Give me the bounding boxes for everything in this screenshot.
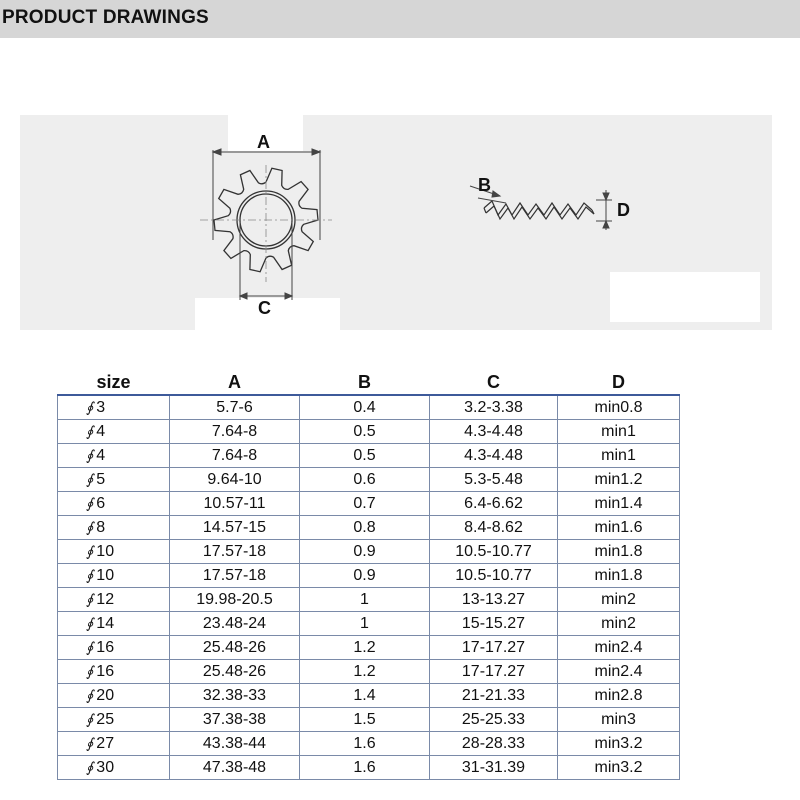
cell-b: 0.9 (300, 540, 430, 564)
cell-d: min1.2 (558, 468, 680, 492)
table-row (58, 468, 680, 492)
cell-c: 17-17.27 (430, 660, 558, 684)
cell-d: min2 (558, 612, 680, 636)
cell-size (58, 468, 170, 492)
cell-size (58, 636, 170, 660)
table-header-row (58, 366, 680, 395)
spec-table-body (58, 395, 680, 780)
cell-d: min2.4 (558, 636, 680, 660)
table-row (58, 660, 680, 684)
diameter-symbol: ∮ (86, 591, 94, 608)
diameter-symbol: ∮ (86, 687, 94, 704)
cell-d: min3.2 (558, 756, 680, 780)
cell-size (58, 756, 170, 780)
cell-size (58, 395, 170, 420)
cell-a: 9.64-10 (170, 468, 300, 492)
size-value: 16 (96, 662, 115, 680)
label-c: C (258, 298, 271, 318)
page-title: PRODUCT DRAWINGS (2, 7, 209, 28)
col-header-size: size (96, 372, 131, 392)
cell-c: 4.3-4.48 (430, 444, 558, 468)
diameter-symbol: ∮ (86, 399, 94, 416)
cell-a: 43.38-44 (170, 732, 300, 756)
cell-b: 0.5 (300, 420, 430, 444)
cell-c: 10.5-10.77 (430, 540, 558, 564)
cell-size (58, 444, 170, 468)
cell-b: 0.9 (300, 564, 430, 588)
cell-size (58, 684, 170, 708)
cell-b: 1 (300, 612, 430, 636)
cell-b: 1.6 (300, 756, 430, 780)
cell-b: 0.6 (300, 468, 430, 492)
cell-size (58, 732, 170, 756)
cell-d: min1 (558, 420, 680, 444)
cell-size (58, 516, 170, 540)
cell-c: 15-15.27 (430, 612, 558, 636)
cell-c: 3.2-3.38 (430, 395, 558, 420)
size-value: 4 (96, 422, 106, 440)
table-row (58, 636, 680, 660)
diameter-symbol: ∮ (86, 471, 94, 488)
cell-d: min1.4 (558, 492, 680, 516)
cell-c: 28-28.33 (430, 732, 558, 756)
cell-d: min1 (558, 444, 680, 468)
cell-a: 14.57-15 (170, 516, 300, 540)
cell-a: 25.48-26 (170, 660, 300, 684)
diameter-symbol: ∮ (86, 759, 94, 776)
diameter-symbol: ∮ (86, 543, 94, 560)
col-header-a: A (228, 372, 241, 392)
diameter-symbol: ∮ (86, 495, 94, 512)
diameter-symbol: ∮ (86, 567, 94, 584)
diameter-symbol: ∮ (86, 447, 94, 464)
cell-a: 19.98-20.5 (170, 588, 300, 612)
cell-d: min3 (558, 708, 680, 732)
cell-d: min1.6 (558, 516, 680, 540)
table-row (58, 684, 680, 708)
col-header-d: D (612, 372, 625, 392)
cell-c: 25-25.33 (430, 708, 558, 732)
cell-a: 47.38-48 (170, 756, 300, 780)
cell-b: 1 (300, 588, 430, 612)
table-row (58, 444, 680, 468)
cell-size (58, 660, 170, 684)
cell-d: min2 (558, 588, 680, 612)
cell-a: 5.7-6 (170, 395, 300, 420)
table-row (58, 395, 680, 420)
cell-c: 10.5-10.77 (430, 564, 558, 588)
table-row (58, 708, 680, 732)
cell-a: 23.48-24 (170, 612, 300, 636)
size-value: 5 (96, 470, 106, 488)
table-row (58, 564, 680, 588)
washer-side-view (484, 201, 594, 219)
table-row (58, 516, 680, 540)
diameter-symbol: ∮ (86, 639, 94, 656)
cell-size (58, 612, 170, 636)
cell-c: 4.3-4.48 (430, 420, 558, 444)
dimension-d-lines (596, 190, 612, 230)
cell-b: 1.6 (300, 732, 430, 756)
diameter-symbol: ∮ (86, 663, 94, 680)
cell-b: 1.5 (300, 708, 430, 732)
label-d: D (617, 200, 630, 220)
col-header-c: C (487, 372, 500, 392)
size-value: 12 (96, 590, 115, 608)
table-row (58, 420, 680, 444)
cell-b: 0.4 (300, 395, 430, 420)
cell-b: 0.5 (300, 444, 430, 468)
size-value: 10 (96, 542, 115, 560)
size-value: 27 (96, 734, 115, 752)
diameter-symbol: ∮ (86, 735, 94, 752)
diameter-symbol: ∮ (86, 519, 94, 536)
size-value: 14 (96, 614, 115, 632)
cell-size (58, 492, 170, 516)
cell-c: 21-21.33 (430, 684, 558, 708)
cell-size (58, 420, 170, 444)
cell-a: 7.64-8 (170, 420, 300, 444)
table-row (58, 588, 680, 612)
cell-a: 7.64-8 (170, 444, 300, 468)
cell-c: 17-17.27 (430, 636, 558, 660)
cell-size (58, 540, 170, 564)
cell-a: 17.57-18 (170, 564, 300, 588)
cell-d: min3.2 (558, 732, 680, 756)
cell-c: 6.4-6.62 (430, 492, 558, 516)
spec-table (57, 366, 680, 780)
col-header-b: B (358, 372, 371, 392)
cell-c: 13-13.27 (430, 588, 558, 612)
cell-c: 5.3-5.48 (430, 468, 558, 492)
cell-d: min0.8 (558, 395, 680, 420)
cell-a: 25.48-26 (170, 636, 300, 660)
table-row (58, 492, 680, 516)
label-b: B (478, 175, 491, 195)
table-row (58, 540, 680, 564)
cell-size (58, 588, 170, 612)
size-value: 8 (96, 518, 106, 536)
size-value: 25 (96, 710, 115, 728)
cell-b: 1.4 (300, 684, 430, 708)
table-row (58, 612, 680, 636)
cell-a: 37.38-38 (170, 708, 300, 732)
cell-d: min1.8 (558, 564, 680, 588)
cell-b: 1.2 (300, 636, 430, 660)
size-value: 30 (96, 758, 115, 776)
cell-c: 8.4-8.62 (430, 516, 558, 540)
table-row (58, 756, 680, 780)
cell-size (58, 564, 170, 588)
cell-d: min1.8 (558, 540, 680, 564)
size-value: 10 (96, 566, 115, 584)
size-value: 16 (96, 638, 115, 656)
cell-b: 0.7 (300, 492, 430, 516)
size-value: 6 (96, 494, 106, 512)
size-value: 20 (96, 686, 115, 704)
cell-size (58, 708, 170, 732)
cell-a: 10.57-11 (170, 492, 300, 516)
cell-b: 1.2 (300, 660, 430, 684)
cell-a: 32.38-33 (170, 684, 300, 708)
cell-b: 0.8 (300, 516, 430, 540)
cell-d: min2.4 (558, 660, 680, 684)
cell-a: 17.57-18 (170, 540, 300, 564)
center-lines (200, 165, 332, 282)
diameter-symbol: ∮ (86, 711, 94, 728)
table-row (58, 732, 680, 756)
diameter-symbol: ∮ (86, 423, 94, 440)
cell-c: 31-31.39 (430, 756, 558, 780)
diameter-symbol: ∮ (86, 615, 94, 632)
size-value: 4 (96, 446, 106, 464)
cell-d: min2.8 (558, 684, 680, 708)
size-value: 3 (96, 398, 106, 416)
label-a: A (257, 132, 270, 152)
